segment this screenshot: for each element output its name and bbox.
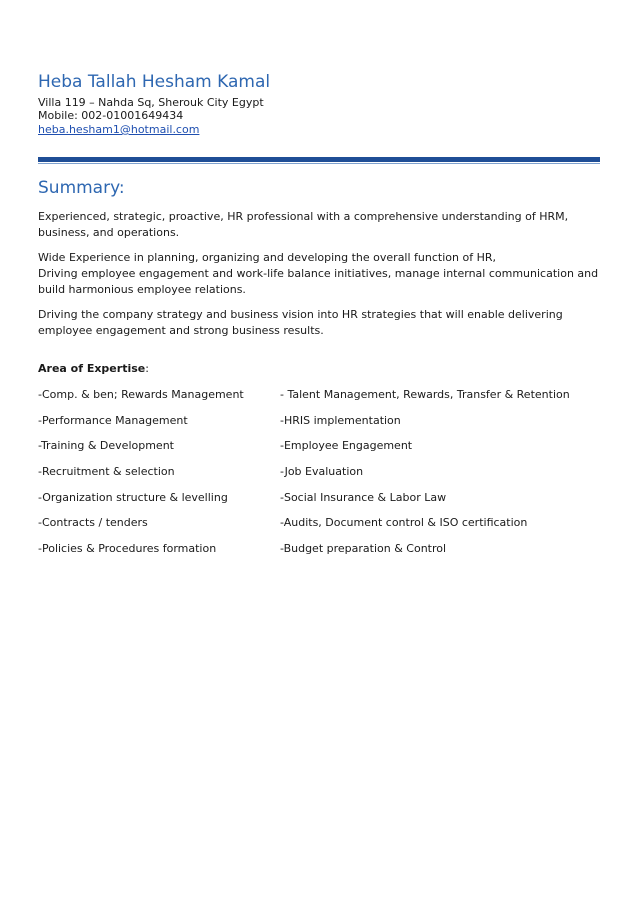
- summary-line: Experienced, strategic, proactive, HR professional with a comprehensive understanding of HRM,: [38, 210, 569, 223]
- email-link[interactable]: heba.hesham1@hotmail.com: [38, 123, 200, 136]
- expertise-heading-colon: :: [145, 362, 149, 375]
- summary-line: build harmonious employee relations.: [38, 283, 246, 296]
- summary-line: Driving employee engagement and work-life balance initiatives, manage internal communication and: [38, 267, 599, 280]
- address-line: Villa 119 – Nahda Sq, Sherouk City Egypt: [38, 96, 264, 109]
- expertise-item: -Job Evaluation: [280, 465, 364, 479]
- expertise-item: -Social Insurance & Labor Law: [280, 490, 447, 504]
- header-divider: [38, 157, 600, 162]
- expertise-item: -Training & Development: [38, 439, 174, 453]
- expertise-item: -Comp. & ben; Rewards Management: [38, 388, 244, 401]
- summary-paragraph-2: [38, 250, 598, 298]
- expertise-heading-text: Area of Expertise: [38, 362, 146, 375]
- expertise-list-left: [38, 388, 274, 568]
- summary-heading: Summary:: [38, 178, 125, 198]
- summary-line: business, and operations.: [38, 226, 180, 239]
- candidate-name: Heba Tallah Hesham Kamal: [38, 72, 271, 92]
- expertise-item: -Organization structure & levelling: [38, 490, 228, 504]
- expertise-item: -HRIS implementation: [280, 413, 401, 427]
- expertise-item: - Talent Management, Rewards, Transfer & Retention: [280, 388, 570, 401]
- expertise-item: -Audits, Document control & ISO certification: [280, 516, 528, 530]
- summary-line: Wide Experience in planning, organizing and developing the overall function of HR,: [38, 251, 496, 264]
- expertise-item: -Recruitment & selection: [38, 465, 175, 479]
- summary-line: Driving the company strategy and business vision into HR strategies that will enable delivering: [38, 308, 563, 321]
- expertise-item: -Employee Engagement: [280, 439, 413, 453]
- summary-line: employee engagement and strong business results.: [38, 324, 324, 337]
- expertise-item: -Performance Management: [38, 413, 188, 427]
- expertise-heading: [38, 362, 149, 375]
- expertise-list-right: [280, 388, 600, 568]
- expertise-item: -Contracts / tenders: [38, 516, 148, 530]
- summary-paragraph-1: [38, 209, 598, 241]
- mobile-line: Mobile: 002-01001649434: [38, 109, 184, 122]
- expertise-item: -Policies & Procedures formation: [38, 542, 217, 556]
- header-divider-thin: [38, 163, 600, 164]
- expertise-item: -Budget preparation & Control: [280, 542, 447, 556]
- summary-paragraph-3: [38, 307, 598, 339]
